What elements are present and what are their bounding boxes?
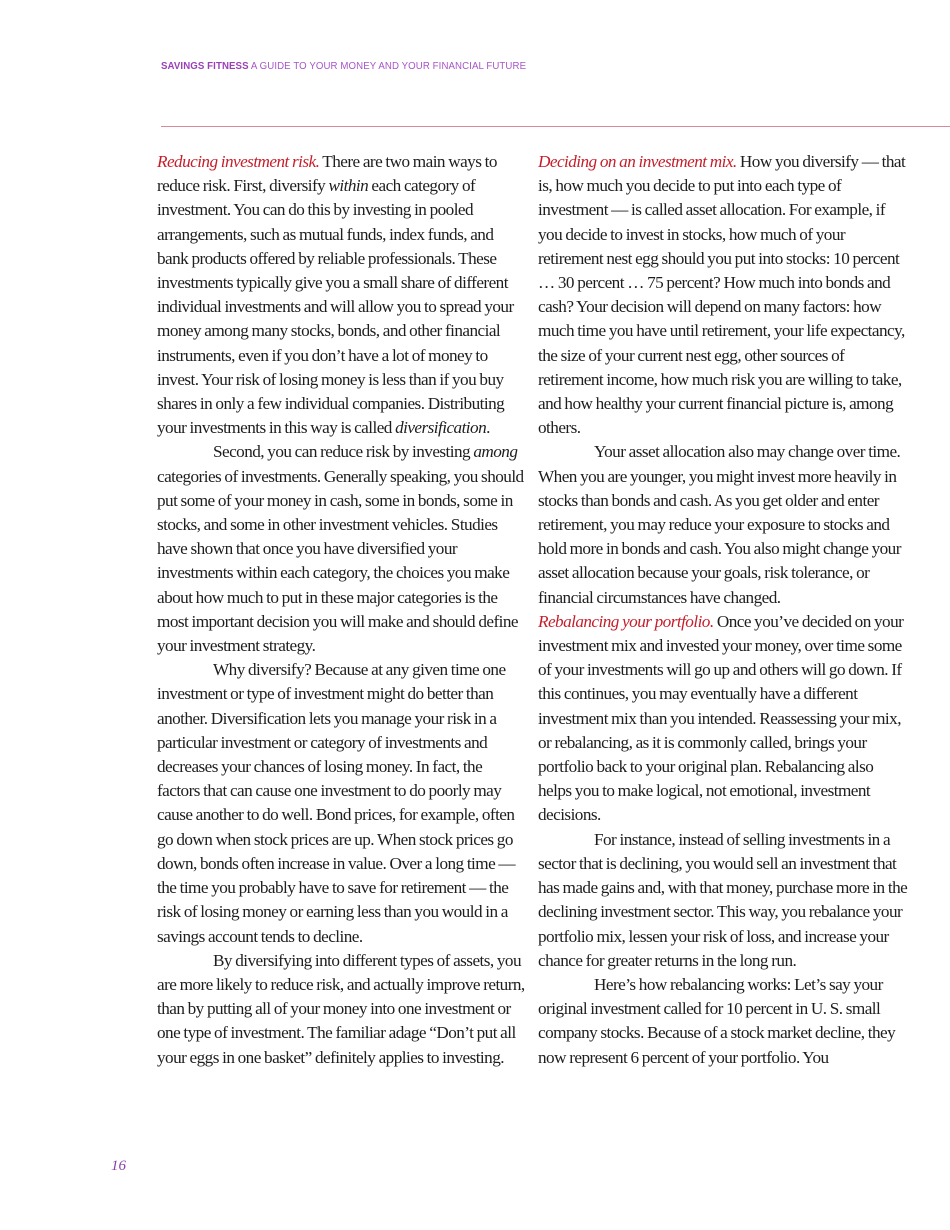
header-rule xyxy=(161,126,950,127)
paragraph-for-instance: For instance, instead of selling investments in a sector that is declining, you would sell an investment that has made gains and, with that money, purchase more in the declining investment sector. This way, you rebalance your portfolio mix, lessen your risk of loss, and increase your chance for greater returns in the long run. xyxy=(538,829,908,970)
paragraph-text: There are two main ways to reduce risk. First, diversify xyxy=(157,152,497,196)
paragraph-rebalancing xyxy=(538,610,908,828)
right-column xyxy=(538,150,908,1070)
paragraph-investment-mix xyxy=(538,150,908,440)
paragraph-text: categories of investments. Generally speaking, you should put some of your money in cash, some in bonds, some in stocks, and some in other investment vehicles. Studies have shown that once you have diversified your investments within each category, the choices you make about how much to put in these major categories is the most important decision you will make and should define your investment strategy. xyxy=(157,466,524,656)
emphasis-within: within xyxy=(328,176,369,196)
paragraph-second xyxy=(157,440,525,658)
lead-rebalancing-portfolio: Rebalancing your portfolio. xyxy=(538,611,714,631)
lead-reducing-investment-risk: Reducing investment risk. xyxy=(157,152,320,171)
lead-deciding-investment-mix: Deciding on an investment mix. xyxy=(538,152,737,171)
paragraph-how-rebalancing-works: Here’s how rebalancing works: Let’s say your original investment called for 10 percent in U. S. small company stocks. Because of a stock market decline, they now represent 6 percent of your portfolio. You xyxy=(538,974,896,1067)
paragraph-text: How you diversify — that is, how much you decide to put into each type of investment — is called asset allocation. For example, if you decide to invest in stocks, how much of your retirement nest egg should you put into stocks: 10 percent … 30 percent … 75 percent? How much into bonds and cash? Your decision will depend on many factors: how much time you have until retirement, your life expectancy, the size of your current nest egg, other sources of retirement income, how much risk you are willing to take, and how healthy your current financial picture is, among others. xyxy=(538,152,906,438)
emphasis-diversification: diversification xyxy=(395,418,487,438)
page-number: 16 xyxy=(111,1158,126,1174)
paragraph-text: . xyxy=(486,418,490,438)
header-subtitle: A GUIDE TO YOUR MONEY AND YOUR FINANCIAL FUTURE xyxy=(250,60,527,72)
paragraph-reducing-risk xyxy=(157,150,525,440)
running-header xyxy=(161,60,526,72)
header-brand: SAVINGS FITNESS xyxy=(161,60,249,72)
paragraph-by-diversifying: By diversifying into different types of assets, you are more likely to reduce risk, and actually improve return, than by putting all of your money into one investment or one type of investment. The familiar adage “Don’t put all your eggs in one basket” definitely applies to investing. xyxy=(157,950,525,1067)
emphasis-among: among xyxy=(473,442,518,462)
paragraph-text: each category of investment. You can do this by investing in pooled arrangements, such as mutual funds, index funds, and bank products offered by reliable professionals. These investments typically give you a small share of different individual investments and will allow you to spread your money among many stocks, bonds, and other financial instruments, even if you don’t have a lot of money to invest. Your risk of losing money is less than if you buy shares in only a few individual companies. Distributing your investments in this way is called xyxy=(157,176,514,438)
paragraph-text: Once you’ve decided on your investment mix and invested your money, over time some of your investments will go up and others will go down. If this continues, you may eventually have a different investment mix than you intended. Reassessing your mix, or rebalancing, as it is commonly called, brings your portfolio back to your original plan. Rebalancing also helps you to make logical, not emotional, investment decisions. xyxy=(538,611,904,825)
left-column xyxy=(157,150,525,1070)
paragraph-text: Second, you can reduce risk by investing xyxy=(213,442,474,462)
paragraph-asset-allocation: Your asset allocation also may change over time. When you are younger, you might invest more heavily in stocks than bonds and cash. As you get older and enter retirement, you may reduce your exposure to stocks and hold more in bonds and cash. You also might change your asset allocation because your goals, risk tolerance, or financial circumstances have changed. xyxy=(538,442,901,607)
paragraph-why-diversify: Why diversify? Because at any given time one investment or type of investment might do better than another. Diversification lets you manage your risk in a particular investment or category of investments and decreases your chances of losing money. In fact, the factors that can cause one investment to do poorly may cause another to do well. Bond prices, for example, often go down when stock prices are up. When stock prices go down, bonds often increase in value. Over a long time — the time you probably have to save for retirement — the risk of losing money or earning less than you would in a savings account tends to decline. xyxy=(157,660,516,946)
